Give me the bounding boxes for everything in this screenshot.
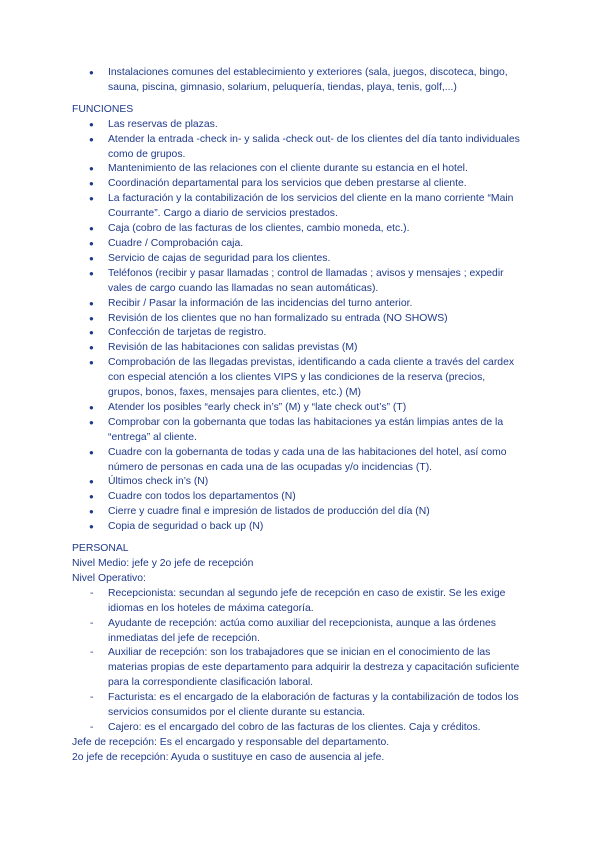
role-item: - Ayudante de recepción: actúa como auxiliar del recepcionista, aunque a las órdenes inmediatas del jefe de recepción. xyxy=(0,617,600,647)
funciones-heading: FUNCIONES xyxy=(72,103,134,115)
list-item: ● Confección de tarjetas de registro. xyxy=(0,326,600,341)
list-item: ● Atender los posibles “early check in’s” (M) y “late check out’s” (T) xyxy=(0,401,600,416)
document-page xyxy=(0,66,600,766)
list-item: ● Coordinación departamental para los servicios que deben prestarse al cliente. xyxy=(0,177,600,192)
list-item: ● Comprobar con la gobernanta que todas las habitaciones ya están limpias antes de la “entrega” al cliente. xyxy=(0,416,600,446)
list-item: ● Revisión de los clientes que no han formalizado su entrada (NO SHOWS) xyxy=(0,312,600,327)
list-item: ● Últimos check in’s (N) xyxy=(0,475,600,490)
list-item: ● Las reservas de plazas. xyxy=(0,118,600,133)
list-item: ● La facturación y la contabilización de los servicios del cliente en la mano corriente “Main Courrante”. Cargo a diario de servicios prestados. xyxy=(0,192,600,222)
list-item: ● Cuadre con la gobernanta de todas y cada una de las habitaciones del hotel, así como número de personas en cada una de las ocupadas y/o incidencias (T). xyxy=(0,446,600,476)
role-item: - Recepcionista: secundan al segundo jefe de recepción en caso de existir. Se les exige idiomas en los hoteles de máxima categoría. xyxy=(0,587,600,617)
segundo-jefe-recepcion: 2o jefe de recepción: Ayuda o sustituye en caso de ausencia al jefe. xyxy=(72,751,385,763)
nivel-operativo: Nivel Operativo: xyxy=(72,572,146,584)
list-item: ● Atender la entrada -check in- y salida -check out- de los clientes del día tanto individuales como de grupos. xyxy=(0,133,600,163)
nivel-medio: Nivel Medio: jefe y 2o jefe de recepción xyxy=(72,558,254,569)
jefe-recepcion: Jefe de recepción: Es el encargado y responsable del departamento. xyxy=(72,736,390,748)
role-item: - Cajero: es el encargado del cobro de las facturas de los clientes. Caja y créditos. xyxy=(0,721,600,736)
list-item: ● Cierre y cuadre final e impresión de listados de producción del día (N) xyxy=(0,505,600,520)
list-item: ● Mantenimiento de las relaciones con el cliente durante su estancia en el hotel. xyxy=(0,162,600,177)
list-item: ● Caja (cobro de las facturas de los clientes, cambio moneda, etc.). xyxy=(0,222,600,237)
intro-list xyxy=(0,66,600,96)
role-item: - Facturista: es el encargado de la elaboración de facturas y la contabilización de todos los servicios consumidos por el cliente durante su estancia. xyxy=(0,691,600,721)
list-item: ● Teléfonos (recibir y pasar llamadas ; control de llamadas ; avisos y mensajes ; expedir vales de cargo cuando las llamadas no sean automáticas). xyxy=(0,267,600,297)
list-item: ● Cuadre con todos los departamentos (N) xyxy=(0,490,600,505)
list-item: ● Recibir / Pasar la información de las incidencias del turno anterior. xyxy=(0,297,600,312)
list-item: ● Copia de seguridad o back up (N) xyxy=(0,520,600,535)
roles-list xyxy=(0,587,600,736)
list-item: ● Servicio de cajas de seguridad para los clientes. xyxy=(0,252,600,267)
list-item: ● Cuadre / Comprobación caja. xyxy=(0,237,600,252)
list-item: ● Instalaciones comunes del establecimiento y exteriores (sala, juegos, discoteca, bingo, sauna, piscina, gimnasio, solarium, peluquería, tiendas, playa, tenis, golf,...) xyxy=(0,66,600,96)
role-item: - Auxiliar de recepción: son los trabajadores que se inician en el conocimiento de las materias propias de este departamento para adquirir la destreza y capacitación suficiente para la correspondiente clasificación laboral. xyxy=(0,646,600,691)
list-item: ● Comprobación de las llegadas previstas, identificando a cada cliente a través del cardex con especial atención a los clientes VIPS y las condiciones de la reserva (precios, grupos, bonos, faxes, mensajes para clientes, etc.) (M) xyxy=(0,356,600,401)
personal-heading: PERSONAL xyxy=(72,543,129,555)
funciones-list xyxy=(0,118,600,535)
list-item: ● Revisión de las habitaciones con salidas previstas (M) xyxy=(0,341,600,356)
